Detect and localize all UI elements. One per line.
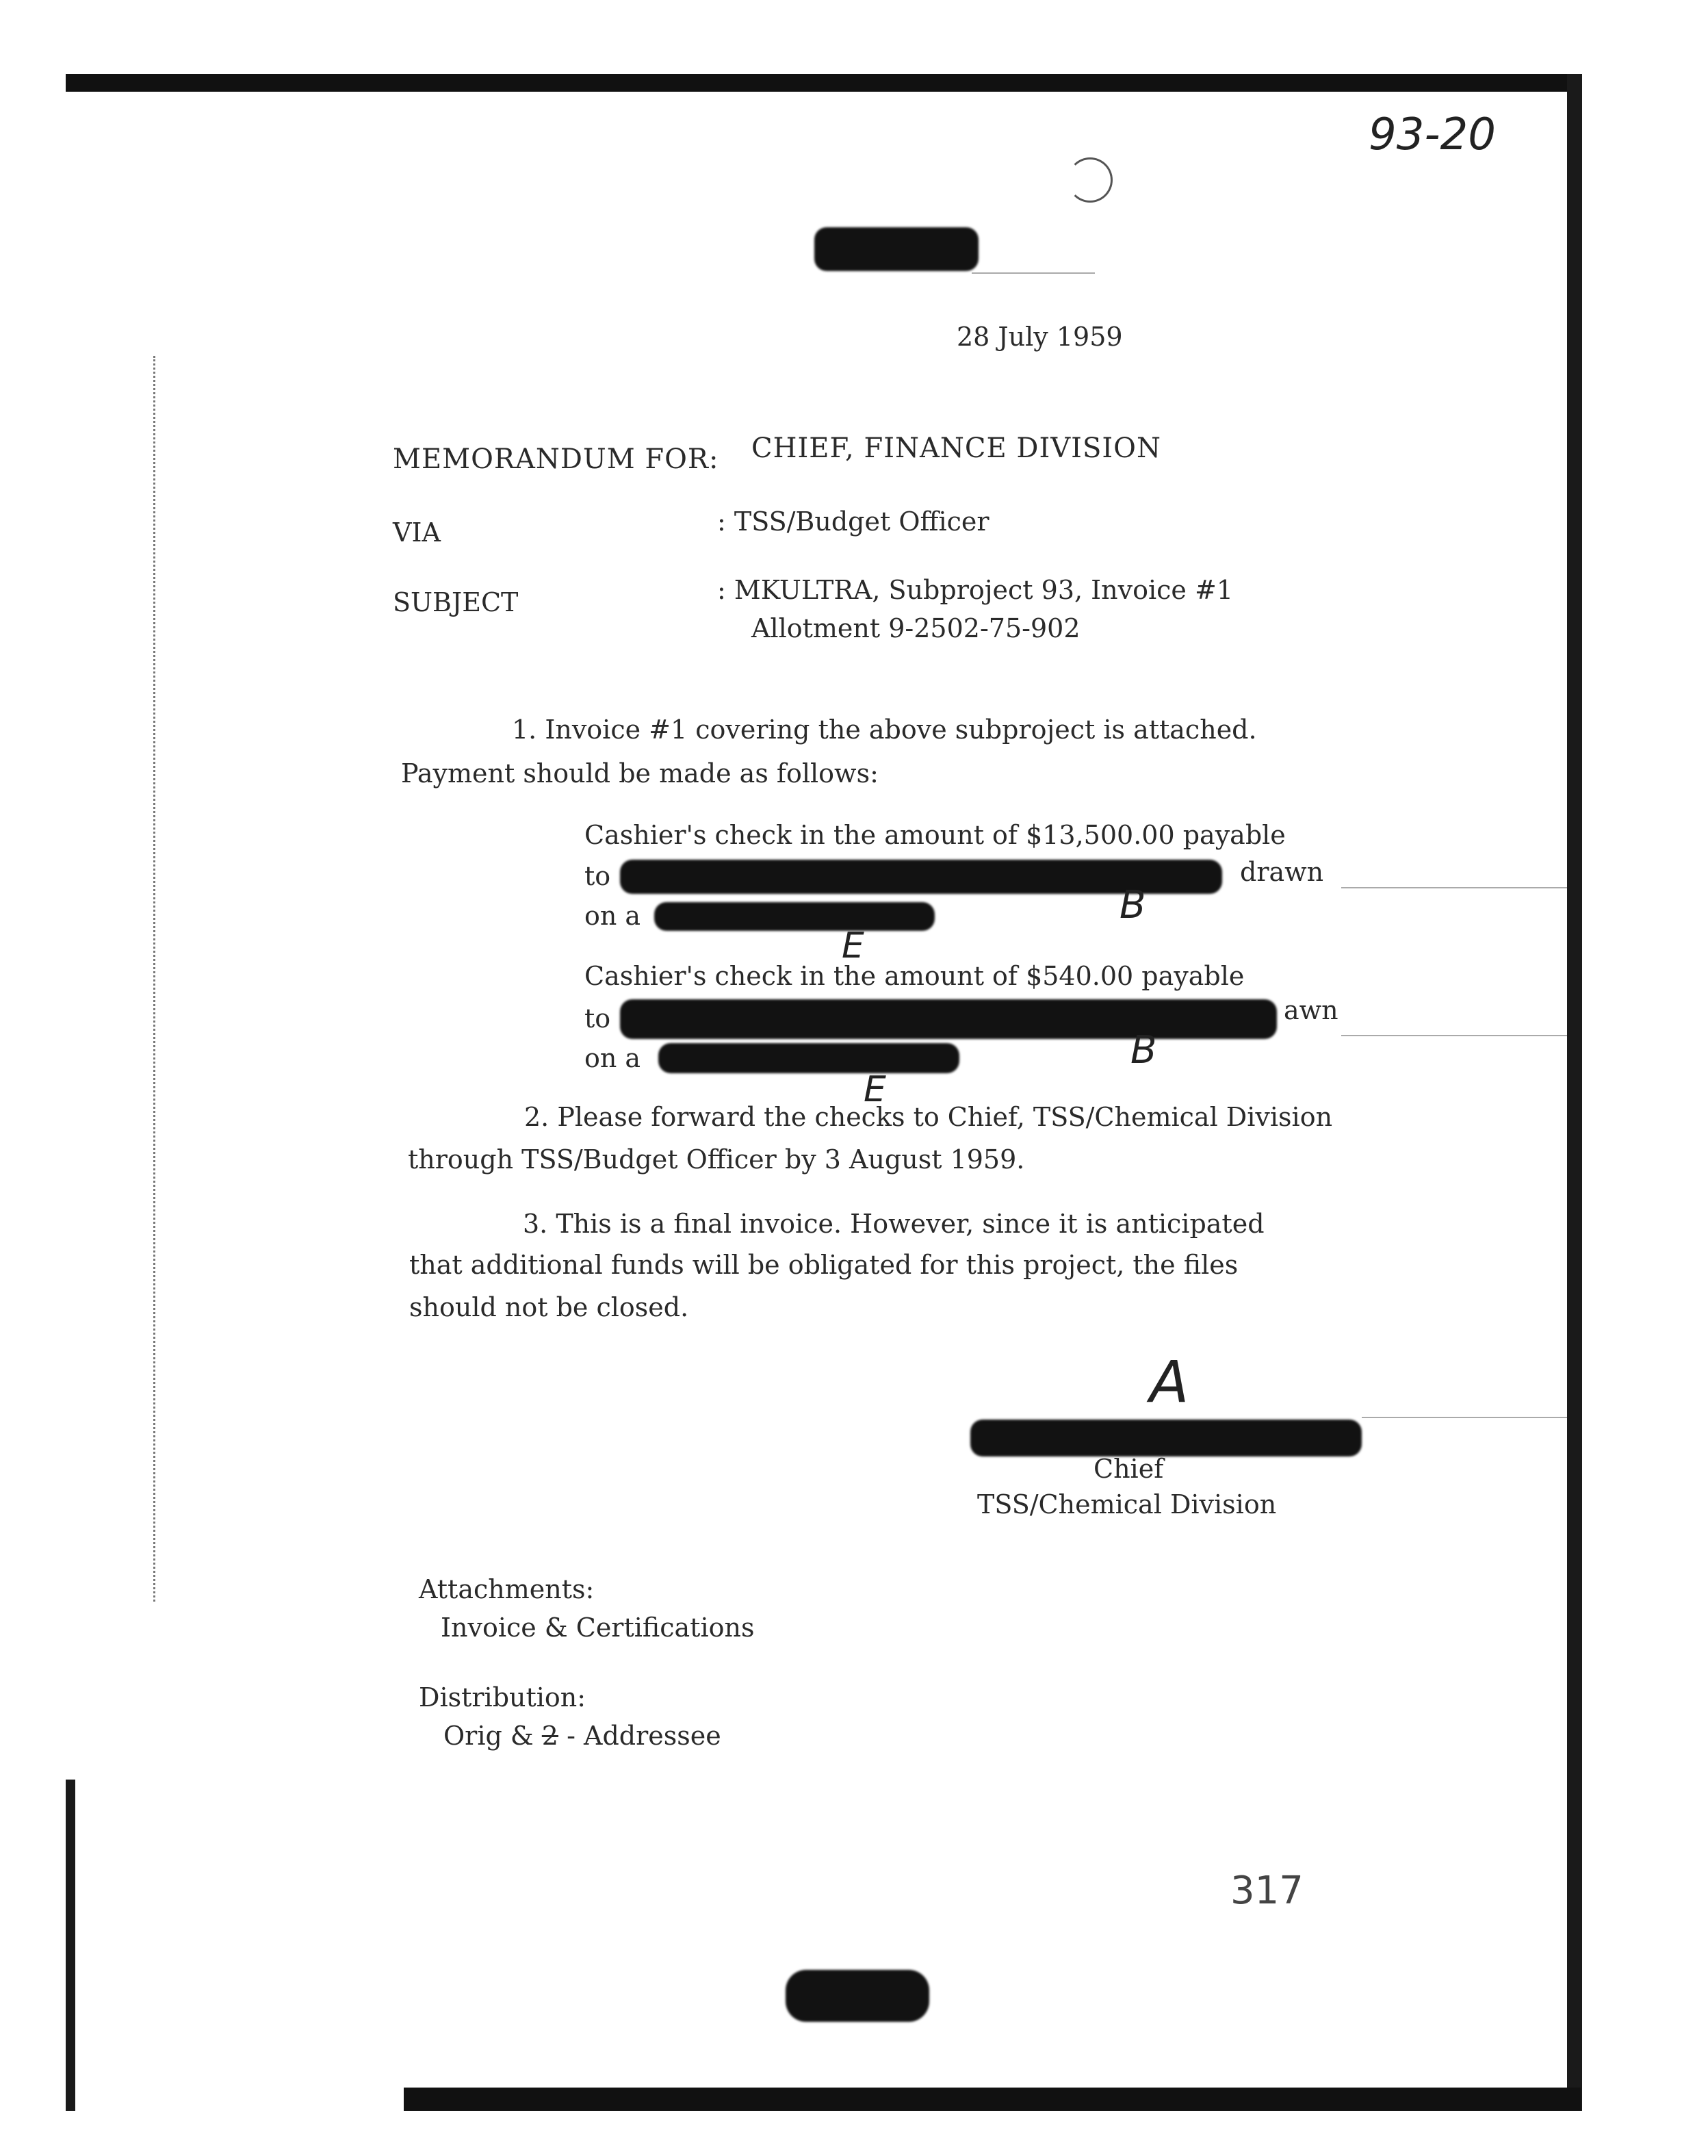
signature-redaction (970, 1420, 1362, 1456)
para3-line3: should not be closed. (409, 1292, 689, 1322)
check2-mark-e: E (864, 1069, 886, 1110)
check2-to: to (584, 1003, 611, 1034)
redaction-bottom (786, 1970, 929, 2022)
punch-hole-mark (1068, 157, 1113, 203)
distribution-addressee: - Addressee (567, 1721, 721, 1751)
para2-line1: 2. Please forward the checks to Chief, TSS/Chemical Division (524, 1102, 1333, 1132)
redaction-guide (972, 272, 1095, 274)
para3-line1: 3. This is a final invoice. However, since it is anticipated (523, 1209, 1265, 1239)
scan-border-bottom (404, 2088, 1581, 2111)
signature-guide (1362, 1417, 1567, 1418)
check2-guide (1341, 1035, 1567, 1036)
subject-label: SUBJECT (393, 587, 519, 617)
page-number: 317 (1230, 1869, 1304, 1913)
check1-mark-e: E (842, 925, 864, 966)
memo-for-value: CHIEF, FINANCE DIVISION (751, 433, 1161, 464)
via-label: VIA (393, 517, 441, 548)
file-number: 93-20 (1369, 110, 1496, 160)
check2-mark-b: B (1130, 1028, 1157, 1073)
check2-payee-redaction (620, 999, 1277, 1039)
memo-date: 28 July 1959 (957, 322, 1123, 352)
attachments-item: Invoice & Certifications (441, 1613, 755, 1643)
para2-line2: through TSS/Budget Officer by 3 August 1959. (408, 1144, 1025, 1175)
memo-for-label: MEMORANDUM FOR: (393, 444, 719, 475)
check1-mark-b: B (1120, 883, 1146, 927)
check2-bank-redaction (658, 1043, 959, 1073)
margin-line (153, 356, 155, 1602)
scan-border-left (66, 1780, 75, 2111)
para1-line1: 1. Invoice #1 covering the above subproject is attached. (512, 715, 1257, 745)
scan-border-top (66, 74, 1581, 92)
signature-title-2: TSS/Chemical Division (977, 1489, 1277, 1519)
subject-line-1: : MKULTRA, Subproject 93, Invoice #1 (717, 575, 1234, 605)
signature-title-1: Chief (1094, 1454, 1164, 1484)
distribution-struck-number: 2 (541, 1721, 558, 1751)
para3-line2: that additional funds will be obligated for this project, the files (409, 1250, 1239, 1280)
distribution-orig: Orig & (443, 1721, 534, 1751)
distribution-line (443, 1721, 721, 1751)
check1-bank-redaction (654, 902, 935, 931)
check1-on-a: on a (584, 901, 641, 931)
via-value: : TSS/Budget Officer (717, 506, 989, 537)
scan-border-right (1567, 74, 1582, 2111)
check1-to: to (584, 861, 611, 891)
check1-line1: Cashier's check in the amount of $13,500.00 payable (584, 820, 1286, 850)
check1-guide (1341, 887, 1567, 888)
check2-on-a: on a (584, 1043, 641, 1073)
signature-mark-a: A (1150, 1348, 1189, 1415)
check2-line1: Cashier's check in the amount of $540.00 payable (584, 961, 1245, 991)
distribution-label: Distribution: (419, 1682, 586, 1712)
subject-line-2: Allotment 9-2502-75-902 (751, 613, 1081, 643)
attachments-label: Attachments: (419, 1574, 595, 1604)
check2-drawn: awn (1284, 995, 1338, 1025)
para1-line2: Payment should be made as follows: (401, 758, 879, 788)
check1-drawn: drawn (1240, 857, 1324, 887)
redaction-top (814, 227, 979, 271)
